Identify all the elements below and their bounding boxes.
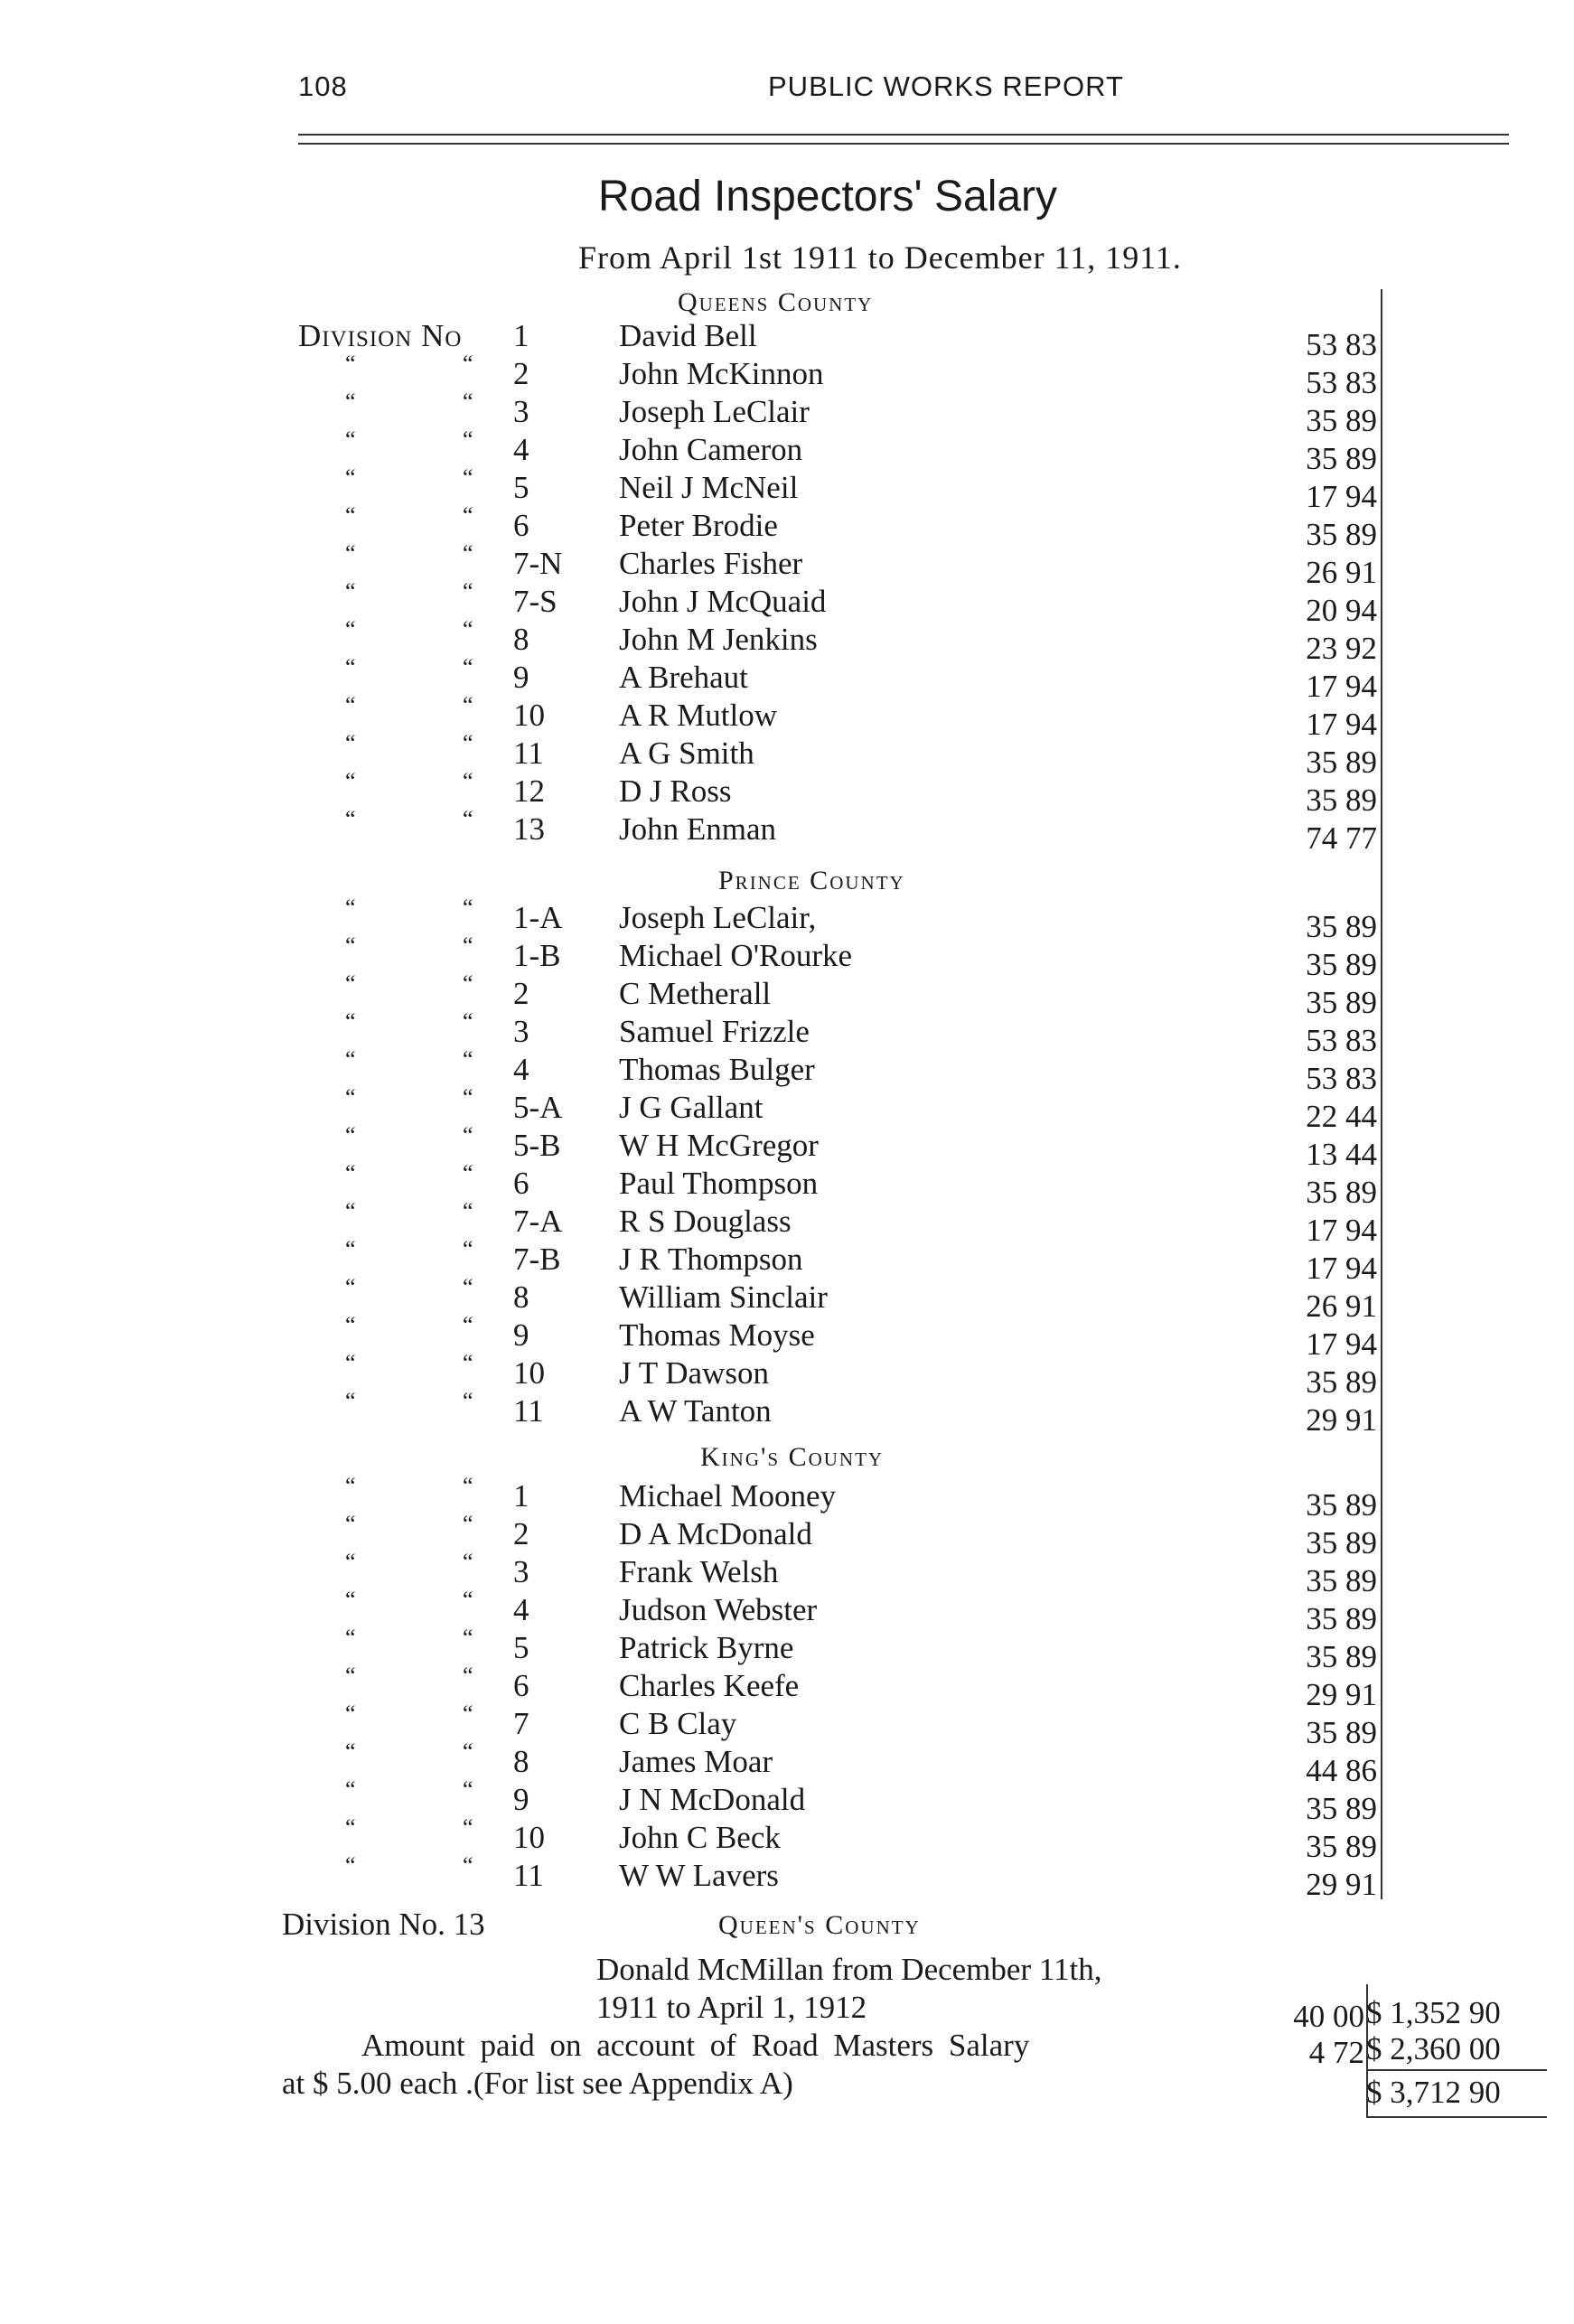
division-number: 7-B	[513, 1242, 561, 1277]
ditto-mark: “	[345, 464, 356, 491]
ditto-mark: “	[463, 970, 473, 997]
ditto-mark: “	[345, 932, 356, 959]
table-row	[0, 1663, 1574, 1712]
ditto-mark: “	[463, 1122, 473, 1148]
total-rule-bottom	[1366, 2116, 1547, 2118]
ditto-mark: “	[345, 1511, 356, 1537]
table-row	[0, 932, 1574, 982]
table-row	[0, 654, 1574, 704]
division-number: 2	[513, 1516, 529, 1551]
salary-amount: 13 44	[1306, 1137, 1377, 1172]
division-number: 12	[513, 773, 545, 809]
table-row	[0, 768, 1574, 818]
table-row	[0, 1274, 1574, 1324]
table-row	[0, 578, 1574, 628]
grand-total: $ 3,712 90	[1366, 2075, 1501, 2110]
county-heading-queens: Queens County	[678, 287, 874, 317]
inspector-name: W H McGregor	[619, 1128, 819, 1163]
salary-amount: 35 89	[1306, 1487, 1377, 1523]
ditto-mark: “	[463, 806, 473, 832]
ditto-mark: “	[345, 895, 356, 921]
division-number: 8	[513, 1279, 529, 1315]
ditto-mark: “	[463, 932, 473, 959]
division-number: 3	[513, 1014, 529, 1049]
division-number: 5-B	[513, 1128, 561, 1163]
ditto-mark: “	[345, 502, 356, 529]
ditto-mark: “	[463, 351, 473, 377]
ditto-mark: “	[463, 1198, 473, 1224]
ditto-mark: “	[345, 1160, 356, 1186]
inspector-name: Joseph LeClair,	[619, 900, 817, 935]
ditto-mark: “	[345, 1625, 356, 1651]
ditto-mark: “	[345, 389, 356, 415]
ditto-mark: “	[345, 768, 356, 794]
inspector-name: A W Tanton	[619, 1393, 772, 1429]
inspector-name: J N McDonald	[619, 1782, 806, 1817]
ditto-mark: “	[463, 502, 473, 529]
page-header	[298, 70, 1509, 107]
ditto-mark: “	[463, 1388, 473, 1414]
ditto-mark: “	[463, 1663, 473, 1689]
salary-amount: 35 89	[1306, 1601, 1377, 1636]
header-rule-bottom	[298, 143, 1509, 145]
salary-amount: 23 92	[1306, 631, 1377, 666]
inspector-name: W W Lavers	[619, 1858, 779, 1893]
ditto-mark: “	[463, 389, 473, 415]
ditto-mark: “	[345, 1549, 356, 1575]
table-row	[0, 692, 1574, 742]
table-row	[0, 1701, 1574, 1750]
county-heading-prince: Prince County	[718, 866, 905, 895]
ditto-mark: “	[463, 464, 473, 491]
final-division-label: Division No. 13	[282, 1907, 485, 1942]
ditto-mark: “	[463, 1160, 473, 1186]
table-row	[0, 1776, 1574, 1826]
inspector-name: John M Jenkins	[619, 622, 818, 657]
ditto-mark: “	[345, 1738, 356, 1765]
division-number: 10	[513, 1355, 545, 1391]
ditto-mark: “	[345, 1473, 356, 1499]
inspector-name: Patrick Byrne	[619, 1630, 794, 1665]
division-number: 7-S	[513, 584, 557, 619]
ditto-mark: “	[345, 1274, 356, 1300]
ditto-mark: “	[345, 692, 356, 718]
final-line-3: Amount paid on account of Road Masters Salary	[361, 2028, 1030, 2063]
salary-amount: 35 89	[1306, 1525, 1377, 1560]
inspector-name: J T Dawson	[619, 1355, 769, 1391]
division-number: 7-N	[513, 546, 563, 581]
inspector-name: Peter Brodie	[619, 508, 778, 543]
division-number: 5-A	[513, 1090, 563, 1125]
county-heading-kings: King's County	[700, 1442, 885, 1472]
salary-amount: 53 83	[1306, 1023, 1377, 1058]
ditto-mark: “	[463, 1046, 473, 1073]
table-row	[0, 389, 1574, 438]
inspector-name: Michael O'Rourke	[619, 938, 853, 973]
division-number: 1-A	[513, 900, 563, 935]
page-title: Road Inspectors' Salary	[597, 173, 1058, 220]
division-number: 5	[513, 1630, 529, 1665]
final-line-2: 1911 to April 1, 1912	[596, 1990, 867, 2025]
salary-amount: 22 44	[1306, 1099, 1377, 1134]
inspector-name: J G Gallant	[619, 1090, 764, 1125]
table-row	[0, 1198, 1574, 1248]
division-number: 4	[513, 432, 529, 467]
table-row	[0, 502, 1574, 552]
inspector-name: John Enman	[619, 811, 777, 847]
inspector-name: Charles Fisher	[619, 546, 803, 581]
salary-amount: 29 91	[1306, 1677, 1377, 1712]
ditto-mark: “	[463, 578, 473, 604]
table-row	[0, 1852, 1574, 1902]
final-line-4: at $ 5.00 each .(For list see Appendix A)	[282, 2066, 793, 2101]
division-number: 8	[513, 622, 529, 657]
running-head: PUBLIC WORKS REPORT	[768, 70, 1124, 102]
salary-amount: 35 89	[1306, 1364, 1377, 1400]
page-subtitle: From April 1st 1911 to December 11, 1911.	[578, 239, 1182, 276]
inspector-name: John McKinnon	[619, 356, 824, 391]
table-row	[0, 1738, 1574, 1788]
division-number: 11	[513, 1393, 544, 1429]
inspector-name: John C Beck	[619, 1820, 781, 1855]
salary-amount: 53 83	[1306, 365, 1377, 400]
ditto-mark: “	[463, 1852, 473, 1879]
table-row	[0, 970, 1574, 1020]
salary-amount: 35 89	[1306, 1175, 1377, 1210]
inspector-name: D J Ross	[619, 773, 732, 809]
inspector-name: R S Douglass	[619, 1204, 792, 1239]
salary-amount: 29 91	[1306, 1867, 1377, 1902]
inspector-name: A G Smith	[619, 736, 754, 771]
ditto-mark: “	[345, 540, 356, 567]
division-number: 10	[513, 698, 545, 733]
ditto-mark: “	[345, 578, 356, 604]
salary-amount: 35 89	[1306, 403, 1377, 438]
salary-amount: 35 89	[1306, 782, 1377, 818]
ditto-mark: “	[463, 1625, 473, 1651]
salary-amount: 35 89	[1306, 441, 1377, 476]
ditto-mark: “	[345, 1236, 356, 1262]
division-number: 9	[513, 660, 529, 695]
salary-amount: 35 89	[1306, 1715, 1377, 1750]
ditto-mark: “	[345, 1388, 356, 1414]
page-number: 108	[298, 70, 348, 102]
table-row	[0, 426, 1574, 476]
inspector-name: John Cameron	[619, 432, 803, 467]
division-label: Division No	[298, 318, 463, 353]
salary-amount: 17 94	[1306, 479, 1377, 514]
table-row	[0, 730, 1574, 780]
division-number: 6	[513, 1166, 529, 1201]
ditto-mark: “	[345, 1350, 356, 1376]
table-row	[0, 1814, 1574, 1864]
division-number: 6	[513, 508, 529, 543]
salary-amount: 74 77	[1306, 820, 1377, 856]
table-row	[0, 540, 1574, 590]
salary-amount: 17 94	[1306, 669, 1377, 704]
ditto-mark: “	[463, 1236, 473, 1262]
division-number: 3	[513, 1554, 529, 1589]
inspector-name: Thomas Bulger	[619, 1052, 815, 1087]
ditto-mark: “	[463, 1312, 473, 1338]
inspector-name: James Moar	[619, 1744, 773, 1779]
inspector-name: Thomas Moyse	[619, 1317, 815, 1353]
table-row	[0, 1160, 1574, 1210]
table-row	[0, 1549, 1574, 1598]
salary-amount: 35 89	[1306, 947, 1377, 982]
salary-amount: 26 91	[1306, 555, 1377, 590]
table-row	[0, 1122, 1574, 1172]
salary-amount: 53 83	[1306, 1061, 1377, 1096]
ditto-mark: “	[345, 351, 356, 377]
table-row	[0, 1350, 1574, 1400]
ditto-mark: “	[463, 1814, 473, 1841]
salary-amount: 35 89	[1306, 1829, 1377, 1864]
ditto-mark: “	[345, 1587, 356, 1613]
division-number: 1-B	[513, 938, 561, 973]
table-row	[0, 464, 1574, 514]
ditto-mark: “	[345, 1084, 356, 1110]
division-number: 3	[513, 394, 529, 429]
salary-amount: 35 89	[1306, 909, 1377, 944]
final-line-1: Donald McMillan from December 11th,	[596, 1952, 1102, 1987]
ditto-mark: “	[463, 895, 473, 921]
inspector-name: Frank Welsh	[619, 1554, 779, 1589]
salary-amount: 35 89	[1306, 1639, 1377, 1674]
table-row	[0, 616, 1574, 666]
final-line-2-amount: 40 00	[1293, 1999, 1364, 2034]
table-row	[0, 806, 1574, 856]
ditto-mark: “	[345, 1046, 356, 1073]
table-row	[0, 1511, 1574, 1560]
ditto-mark: “	[345, 616, 356, 642]
ditto-mark: “	[463, 1511, 473, 1537]
ditto-mark: “	[463, 1738, 473, 1765]
total-column-rule	[1366, 1984, 1368, 2118]
salary-amount: 53 83	[1306, 327, 1377, 362]
salary-amount: 35 89	[1306, 1563, 1377, 1598]
salary-amount: 44 86	[1306, 1753, 1377, 1788]
ditto-mark: “	[345, 1122, 356, 1148]
ditto-mark: “	[345, 806, 356, 832]
salary-amount: 35 89	[1306, 517, 1377, 552]
ditto-mark: “	[463, 616, 473, 642]
division-number: 11	[513, 736, 544, 771]
ditto-mark: “	[463, 654, 473, 680]
salary-amount: 35 89	[1306, 745, 1377, 780]
division-number: 5	[513, 470, 529, 505]
inspector-name: John J McQuaid	[619, 584, 827, 619]
division-number: 7	[513, 1706, 529, 1741]
inspector-name: Michael Mooney	[619, 1478, 837, 1513]
inspector-name: Neil J McNeil	[619, 470, 799, 505]
salary-amount: 17 94	[1306, 707, 1377, 742]
ditto-mark: “	[345, 1663, 356, 1689]
total-rule	[1366, 2069, 1547, 2071]
division-number: 13	[513, 811, 545, 847]
ditto-mark: “	[463, 1776, 473, 1803]
ditto-mark: “	[463, 1274, 473, 1300]
ditto-mark: “	[345, 1814, 356, 1841]
ditto-mark: “	[345, 1008, 356, 1035]
ditto-mark: “	[463, 1008, 473, 1035]
ditto-mark: “	[463, 1587, 473, 1613]
division-number: 9	[513, 1782, 529, 1817]
ditto-mark: “	[345, 970, 356, 997]
ditto-mark: “	[345, 1312, 356, 1338]
amount-column-rule	[1381, 289, 1382, 1899]
salary-amount: 17 94	[1306, 1213, 1377, 1248]
ditto-mark: “	[463, 1549, 473, 1575]
ditto-mark: “	[463, 768, 473, 794]
ditto-mark: “	[345, 1852, 356, 1879]
ditto-mark: “	[463, 692, 473, 718]
table-row	[0, 1312, 1574, 1362]
inspector-name: Judson Webster	[619, 1592, 818, 1627]
table-row	[0, 318, 1574, 362]
division-number: 10	[513, 1820, 545, 1855]
division-number: 4	[513, 1052, 529, 1087]
division-number: 2	[513, 976, 529, 1011]
inspector-name: J R Thompson	[619, 1242, 803, 1277]
salary-amount: 29 91	[1306, 1402, 1377, 1438]
ditto-mark: “	[463, 1473, 473, 1499]
division-number: 4	[513, 1592, 529, 1627]
salary-amount: 17 94	[1306, 1251, 1377, 1286]
ditto-mark: “	[345, 730, 356, 756]
division-number: 9	[513, 1317, 529, 1353]
inspector-name: Charles Keefe	[619, 1668, 800, 1703]
table-row	[0, 1008, 1574, 1058]
ditto-mark: “	[463, 540, 473, 567]
division-number: 1	[513, 318, 529, 353]
header-rule-top	[298, 134, 1509, 136]
inspector-name: A Brehaut	[619, 660, 748, 695]
ditto-mark: “	[345, 1198, 356, 1224]
table-row	[0, 1625, 1574, 1674]
inspector-name: C Metherall	[619, 976, 772, 1011]
inspector-name: William Sinclair	[619, 1279, 828, 1315]
county-heading-queens-final: Queen's County	[718, 1910, 921, 1940]
subtotal-road-masters: $ 2,360 00	[1366, 2031, 1501, 2066]
ditto-mark: “	[345, 654, 356, 680]
ditto-mark: “	[463, 1084, 473, 1110]
ditto-mark: “	[463, 1701, 473, 1727]
salary-amount: 35 89	[1306, 1791, 1377, 1826]
ditto-mark: “	[345, 1701, 356, 1727]
inspector-name: Samuel Frizzle	[619, 1014, 810, 1049]
salary-amount: 35 89	[1306, 985, 1377, 1020]
inspector-name: C B Clay	[619, 1706, 737, 1741]
division-number: 2	[513, 356, 529, 391]
ditto-mark: “	[345, 426, 356, 453]
salary-amount: 20 94	[1306, 593, 1377, 628]
division-number: 7-A	[513, 1204, 563, 1239]
division-number: 1	[513, 1478, 529, 1513]
table-row	[0, 1046, 1574, 1096]
inspector-name: Joseph LeClair	[619, 394, 810, 429]
table-row	[0, 1236, 1574, 1286]
ditto-mark: “	[463, 1350, 473, 1376]
table-row	[0, 1388, 1574, 1438]
final-line-3-amount: 4 72	[1308, 2035, 1364, 2070]
inspector-name: David Bell	[619, 318, 757, 353]
table-row	[0, 895, 1574, 944]
table-row	[0, 351, 1574, 400]
inspector-name: D A McDonald	[619, 1516, 812, 1551]
inspector-name: A R Mutlow	[619, 698, 778, 733]
salary-amount: 26 91	[1306, 1289, 1377, 1324]
inspector-name: Paul Thompson	[619, 1166, 819, 1201]
subtotal-inspectors: $ 1,352 90	[1366, 1995, 1501, 2030]
division-number: 11	[513, 1858, 544, 1893]
table-row	[0, 1084, 1574, 1134]
table-row	[0, 1473, 1574, 1523]
ditto-mark: “	[463, 426, 473, 453]
division-number: 8	[513, 1744, 529, 1779]
table-row	[0, 1587, 1574, 1636]
division-number: 6	[513, 1668, 529, 1703]
salary-amount: 17 94	[1306, 1326, 1377, 1362]
ditto-mark: “	[345, 1776, 356, 1803]
ditto-mark: “	[463, 730, 473, 756]
